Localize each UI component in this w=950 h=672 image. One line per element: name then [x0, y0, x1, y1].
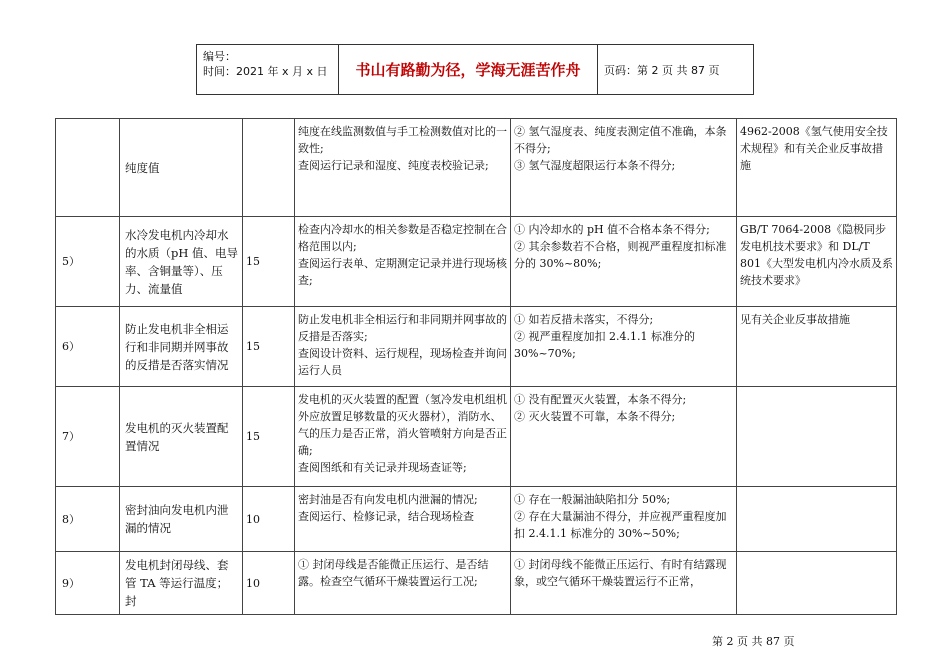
item-name: 发电机封闭母线、套管 TA 等运行温度；封 [120, 552, 243, 615]
table-row [56, 552, 897, 615]
basis-line: 见有关企业反事故措施 [740, 313, 850, 326]
method-line: 纯度在线监测数值与手工检测数值对比的一致性; [298, 125, 507, 155]
item-name: 防止发电机非全相运行和非同期并网事故的反措是否落实情况 [120, 307, 243, 387]
scoring-criteria [511, 217, 737, 307]
item-score: 15 [243, 387, 295, 487]
scoring-criteria [511, 387, 737, 487]
method-line: 检查内冷却水的相关参数是否稳定控制在合格范围以内; [298, 223, 507, 253]
page-header [196, 44, 754, 95]
criteria-line: ② 存在大量漏油不得分，并应视严重程度加扣 2.4.1.1 标准分的 30%~50%; [514, 510, 727, 540]
table-row [56, 217, 897, 307]
method-line: ① 封闭母线是否能微正压运行、是否结露。检查空气循环干燥装置运行工况; [298, 558, 489, 588]
criteria-line: ③ 氢气湿度超限运行本条不得分; [514, 159, 676, 172]
basis-reference [737, 307, 897, 387]
table-row [56, 387, 897, 487]
criteria-line: ① 如若反措未落实，不得分; [514, 313, 654, 326]
check-method [295, 552, 511, 615]
basis-reference [737, 217, 897, 307]
item-name: 纯度值 [120, 119, 243, 217]
item-name: 水冷发电机内冷却水的水质（pH 值、电导率、含铜量等）、压力、流量值 [120, 217, 243, 307]
criteria-line: ① 内冷却水的 pH 值不合格本条不得分; [514, 223, 710, 236]
item-score [243, 119, 295, 217]
method-line: 密封油是否有向发电机内泄漏的情况; [298, 493, 478, 506]
check-method [295, 119, 511, 217]
item-name: 密封油向发电机内泄漏的情况 [120, 487, 243, 552]
method-line: 防止发电机非全相运行和非同期并网事故的反措是否落实; [298, 313, 507, 343]
table-row [56, 487, 897, 552]
method-line: 查阅运行、检修记录，结合现场检查 [298, 510, 474, 523]
row-number: 5） [56, 217, 120, 307]
check-method [295, 217, 511, 307]
page-footer: 第 2 页 共 87 页 [712, 635, 795, 648]
row-number: 7） [56, 387, 120, 487]
scoring-criteria [511, 552, 737, 615]
basis-reference [737, 487, 897, 552]
criteria-line: ① 存在一般漏油缺陷扣分 50%; [514, 493, 671, 506]
header-page-label: 页码：第 2 页 共 87 页 [604, 63, 720, 77]
item-score: 15 [243, 307, 295, 387]
row-number: 6） [56, 307, 120, 387]
method-line: 发电机的灭火装置的配置（氢冷发电机组机外应放置足够数量的灭火器材），消防水、气的压力是否正常，消火管喷射方向是否正确; [298, 393, 507, 457]
row-number: 9） [56, 552, 120, 615]
table-row [56, 119, 897, 217]
method-line: 查阅运行表单、定期测定记录并进行现场核查; [298, 257, 507, 287]
table-row [56, 307, 897, 387]
scoring-criteria [511, 119, 737, 217]
basis-line: GB/T 7064-2008《隐极同步发电机技术要求》和 DL/T 801《大型发电机内冷水质及系统技术要求》 [740, 223, 893, 287]
item-name: 发电机的灭火装置配置情况 [120, 387, 243, 487]
number-label: 编号： [203, 50, 236, 63]
item-score: 10 [243, 487, 295, 552]
time-label: 时间：2021 年 x 月 x 日 [203, 65, 328, 78]
evaluation-table [55, 118, 897, 615]
header-slogan: 书山有路勤为径，学海无涯苦作舟 [339, 45, 598, 94]
header-meta [197, 45, 339, 94]
criteria-line: ① 没有配置灭火装置，本条不得分; [514, 393, 687, 406]
scoring-criteria [511, 307, 737, 387]
method-line: 查阅运行记录和湿度、纯度表校验记录; [298, 159, 489, 172]
check-method [295, 307, 511, 387]
item-score: 10 [243, 552, 295, 615]
row-number [56, 119, 120, 217]
row-number: 8） [56, 487, 120, 552]
basis-reference [737, 552, 897, 615]
scoring-criteria [511, 487, 737, 552]
basis-line: 4962-2008《氢气使用安全技术规程》和有关企业反事故措施 [740, 125, 888, 172]
criteria-line: ② 灭火装置不可靠，本条不得分; [514, 410, 676, 423]
basis-reference [737, 387, 897, 487]
check-method [295, 487, 511, 552]
criteria-line: ② 视严重程度加扣 2.4.1.1 标准分的 30%~70%; [514, 330, 695, 360]
item-score: 15 [243, 217, 295, 307]
criteria-line: ① 封闭母线不能微正压运行、有时有结露现象，或空气循环干燥装置运行不正常， [514, 558, 727, 588]
criteria-line: ② 其余参数若不合格，则视严重程度扣标准分的 30%~80%; [514, 240, 727, 270]
method-line: 查阅图纸和有关记录并现场查证等; [298, 461, 467, 474]
basis-reference [737, 119, 897, 217]
check-method [295, 387, 511, 487]
criteria-line: ② 氢气湿度表、纯度表测定值不准确，本条不得分; [514, 125, 727, 155]
method-line: 查阅设计资料、运行规程，现场检查并询问运行人员 [298, 347, 507, 377]
